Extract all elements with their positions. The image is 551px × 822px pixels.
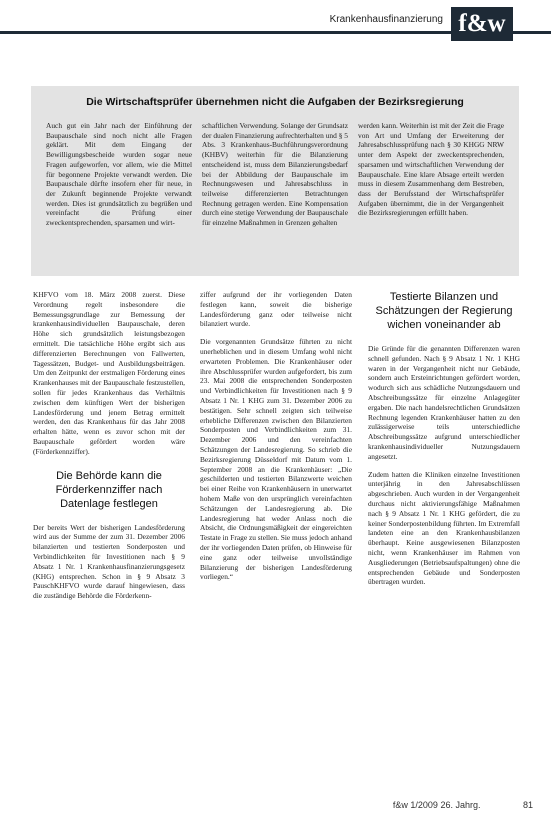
box-headline: Die Wirtschaftsprüfer übernehmen nicht die Aufgaben der Bezirksregierung	[86, 96, 464, 108]
paragraph: Der bereits Wert der bisherigen Landesförderung wird aus der Summe der zum 31. Dezember 2006 bilanzierten und testierten Sonderposten und Verbindlichkeiten für Investitionen nach § 9 Absatz 1 Nr. 1 Krankenhausfinanzierungsgesetz (KHG) entsprechen. Schon in § 9 Absatz 3 PauschKHFVO wurde darauf hingewiesen, dass die zuständige Behörde die Förderkenn-	[33, 522, 185, 601]
paragraph: Die Gründe für die genannten Differenzen waren schnell gefunden. Nach § 9 Absatz 1 Nr. 1 KHG waren in der Vergangenheit nicht nur Gebäude, sondern auch Ersteinrichtungen gefördert worden, wodurch sich aus schädliche Nutzungsdauern und Abschreibungssätze für einzelne Anlagegüter ergaben. Die nach handelsrechtlichen Grundsätzen Rechnung legenden Krankenhäuser hatten zu den zulässigerweise teils unterschiedliche Abschreibungssätze aufgrund unterschiedlicher krankenhausindividueller Nutzungsdauern angesetzt.	[368, 344, 520, 461]
body-column-2	[200, 290, 352, 582]
page-number: 81	[522, 800, 533, 810]
paragraph: Die vorgenannten Grundsätze führten zu nicht unerheblichen und in diesem Umfang wohl nicht erwarteten Problemen. Die Krankenhäuser oder ihre Abschlussprüfer wurden aufgefordert, bis zum 23. Mai 2008 die entsprechenden Sonderposten und Verbindlichkeiten für Investitionen nach § 9 Absatz 1 Nr. 1 KHG zum 31. Dezember 2006 zu bestätigen. Sehr schnell zeigten sich teilweise erhebliche Differenzen zwischen den Bilanzierten Sonderposten und Verbindlichkeiten zum 31. Dezember 2006 und den vereinfachten Schätzungen der Landesregierung. So schrieb die Bezirksregierung Düsseldorf mit Datum vom 1. September 2008 an die Krankenhäuser: „Die geschilderten und testierten Bilanzwerte weichen bei einer Reihe von Krankenhäusern in unerwartet hohem Maße von den ursprünglich vereinfachten Schätzungen der Landesregierung ab. Die Landesregierung hat weder Anlass noch die Absicht, die Ordnungsmäßigkeit der eingereichten Testate in Frage zu stellen. Sie muss jedoch anhand der ihr vorliegenden Daten prüfen, ob Hinweise für eine ganz oder teilweise unvollständige Bilanzierung der bisherigen Landesförderung vorliegen.“	[200, 337, 352, 582]
box-column-1: Auch gut ein Jahr nach der Einführung der Baupauschale sind noch nicht alle Fragen geklärt. Mit dem Eingang der Bewilligungsbescheide wurden sogar neue Fragen aufgeworfen, vor allem, wie die Mittel für begonnene Projekte verwandt werden. Die Baupauschale dürfte insofern eher für neue, in der Zukunft beginnende Projekte verwandt werden. Dies ist grundsätzlich zu begrüßen und vereinfacht die Prüfung einer zweckentsprechenden, sparsamen und wirt-	[46, 121, 192, 228]
page-footer	[393, 800, 533, 810]
body-column-3	[368, 290, 520, 587]
section-title: Krankenhausfinanzierung	[329, 14, 443, 25]
subheading-1: Die Behörde kann die Förderkennziffer nach Datenlage festlegen	[55, 469, 163, 510]
box-column-3: werden kann. Weiterhin ist mit der Zeit die Frage von Art und Umfang der Erweiterung der Jahresabschlussprüfung nach § 30 KHGG NRW unter dem Aspekt der zweckentsprechenden, sparsamen und wirtschaftlichen Verwendung der Baupauschale. Eine klare Absage erteilt werden muss in diesem Zusammenhang dem Bestreben, dass der Berufsstand der Wirtschaftsprüfer Aufgaben übernimmt, die in der Vergangenheit die Bezirksregierungen erfüllt haben.	[358, 121, 504, 218]
body-column-1	[33, 290, 185, 601]
info-box	[31, 86, 519, 276]
subheading-2: Testierte Bilanzen und Schätzungen der Regierung wichen voneinander ab	[375, 291, 513, 331]
journal-logo: f&w	[451, 7, 513, 41]
issue-info: f&w 1/2009 26. Jahrg.	[392, 800, 481, 810]
paragraph: Zudem hatten die Kliniken einzelne Investitionen unterjährig in den Jahresabschlüssen abgeschrieben. Auch wurden in der Vergangenheit durchaus nicht aktivierungsfähige Maßnahmen nach § 9 Absatz 1 Nr. 1 KHG gefördert, die zu keiner Sonderpostenbildung führten. Im Extremfall landeten eine an den Krankenhausbilanzen überhaupt. Keine ausgewiesenen Bilanzposten nicht, wenn Krankenhäuser im Rahmen von Ausgliederungen (Betriebsaufspaltungen) ohne die entsprechenden Gebäude und Sonderposten übertragen wurden.	[368, 469, 520, 587]
paragraph: ziffer aufgrund der ihr vorliegenden Daten festlegen kann, soweit die bisherige Landesförderung ganz oder teilweise nicht bilanziert wurde.	[200, 290, 352, 329]
box-column-2: schaftlichen Verwendung. Solange der Grundsatz der dualen Finanzierung aufrechterhalten und § 5 Abs. 3 Krankenhaus-Buchführungsverordnung (KHBV) weiterhin für die Bilanzierung entscheidend ist, muss dem Bilanzierungsbedarf bei der Abbildung der Baupauschale im Rechnungswesen und Jahresabschluss in teilweise differenzierten Betrachtungen Rechnung getragen werden. Eine Kompensation durch eine stetige Verwendung der Baupauschale für einzelne Maßnahmen in Grenzen gehalten	[202, 121, 348, 228]
paragraph: KHFVO vom 18. März 2008 zuerst. Diese Verordnung regelt insbesondere die Bemessungsgrundlage zur Bemessung der krankenhausindividuellen Baupauschale, deren Höhe sich grundsätzlich leistungsbezogen ermittelt. Die tatsächliche Höhe ergibt sich aus differenzierten Berechnungen von Fallwerten, Tagessätzen, Budget- und Ausbildungsbeiträgen. Um den Zeitpunkt der erstmaligen Förderung eines Krankenhauses mit der Baupauschale festzustellen, sollen für jedes Krankenhaus das Verhältnis zwischen dem künftigen Wert der bisherigen Landesförderung und jenem Betrag ermittelt werden, den das Krankenhaus für das Jahr 2008 erhalten hätte, wenn es zuvor schon mit der Baupauschale gefördert worden wäre (Förderkennziffer).	[33, 290, 185, 456]
